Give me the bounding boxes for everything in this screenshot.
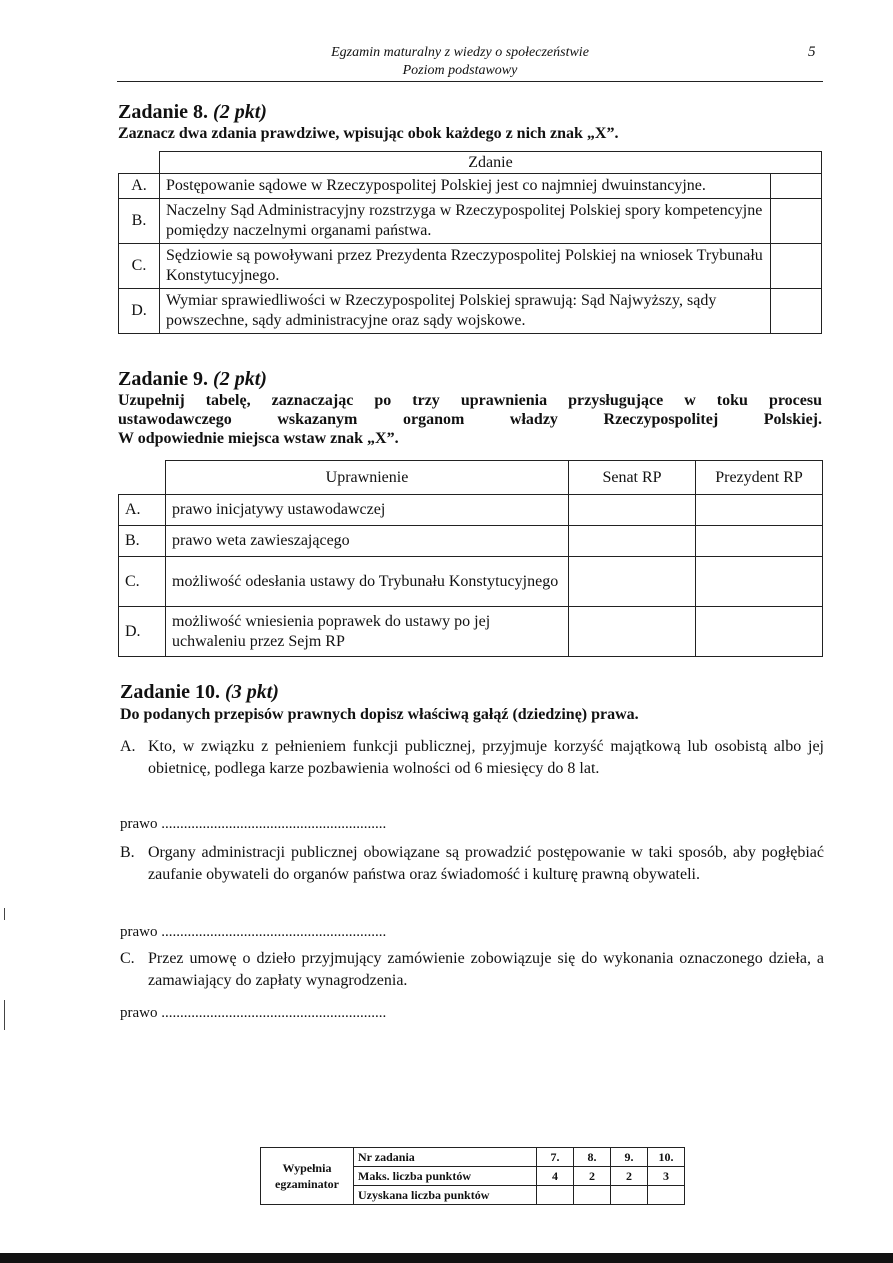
task9-col-uprawnienie: Uprawnienie xyxy=(166,461,569,495)
task9-senat-cell-c[interactable] xyxy=(569,557,696,607)
task9-row-letter: D. xyxy=(119,607,166,657)
task8-row-text: Sędziowie są powoływani przez Prezydenta Rzeczypospolitej Polskiej na wniosek Trybunału Konstytucyjnego. xyxy=(160,244,771,289)
score-table xyxy=(260,1147,685,1205)
task9-row-letter: B. xyxy=(119,526,166,557)
score-row-max-label: Maks. liczba punktów xyxy=(354,1167,537,1186)
task8-mark-cell-c[interactable] xyxy=(771,244,822,289)
task9-points: (2 pkt) xyxy=(213,368,267,390)
task9-table xyxy=(118,460,823,657)
task8-row xyxy=(119,289,822,334)
scan-margin-mark xyxy=(4,1000,5,1030)
task8-mark-cell-d[interactable] xyxy=(771,289,822,334)
task9-prezydent-cell-a[interactable] xyxy=(696,495,823,526)
task9-prezydent-cell-d[interactable] xyxy=(696,607,823,657)
task8-table xyxy=(118,151,822,334)
task8-instruction: Zaznacz dwa zdania prawdziwe, wpisując obok każdego z nich znak „X”. xyxy=(118,125,619,142)
task8-mark-cell-a[interactable] xyxy=(771,174,822,199)
score-max-points: 2 xyxy=(611,1167,648,1186)
task9-row-text: prawo weta zawieszającego xyxy=(166,526,569,557)
task9-title: Zadanie 9. xyxy=(118,368,209,390)
task9-instruction-line1: Uzupełnij tabelę, zaznaczając po trzy uprawnienia przysługujące w toku procesu xyxy=(118,392,822,409)
task10-item-letter: A. xyxy=(120,738,136,755)
task8-header: Zdanie xyxy=(160,152,822,174)
task10-item-b xyxy=(120,842,824,886)
score-max-points: 2 xyxy=(574,1167,611,1186)
task9-instruction-line3: W odpowiednie miejsca wstaw znak „X”. xyxy=(118,430,399,447)
score-row-task-label: Nr zadania xyxy=(354,1148,537,1167)
task10-item-letter: C. xyxy=(120,950,135,967)
task8-mark-cell-b[interactable] xyxy=(771,199,822,244)
score-got-cell[interactable] xyxy=(648,1186,685,1205)
task10-answer-a[interactable]: prawo ............................................................ xyxy=(120,816,387,832)
task8-row-text: Wymiar sprawiedliwości w Rzeczypospolitej Polskiej sprawują: Sąd Najwyższy, sądy powszechne, sądy administracyjne oraz sądy wojskowe. xyxy=(160,289,771,334)
score-task-number: 9. xyxy=(611,1148,648,1167)
task9-row xyxy=(119,495,823,526)
task9-prezydent-cell-b[interactable] xyxy=(696,526,823,557)
task8-header-row xyxy=(119,152,822,174)
task9-row xyxy=(119,607,823,657)
score-task-number: 10. xyxy=(648,1148,685,1167)
task10-item-text: Organy administracji publicznej obowiązane są prowadzić postępowanie w taki sposób, aby pogłębiać zaufanie obywateli do organów państwa oraz świadomość i kulturę prawną obywateli. xyxy=(148,844,824,883)
task8-title: Zadanie 8. xyxy=(118,101,209,123)
task9-row-letter: C. xyxy=(119,557,166,607)
score-row-task xyxy=(261,1148,685,1167)
task9-senat-cell-a[interactable] xyxy=(569,495,696,526)
task10-item-text: Przez umowę o dzieło przyjmujący zamówienie zobowiązuje się do wykonania oznaczonego dzieła, a zamawiający do zapłaty wynagrodzenia. xyxy=(148,950,824,989)
score-got-cell[interactable] xyxy=(611,1186,648,1205)
task9-senat-cell-b[interactable] xyxy=(569,526,696,557)
task9-row xyxy=(119,526,823,557)
score-label: Wypełnia egzaminator xyxy=(261,1148,354,1205)
task10-item-letter: B. xyxy=(120,844,135,861)
task10-instruction: Do podanych przepisów prawnych dopisz właściwą gałąź (dziedzinę) prawa. xyxy=(120,706,639,723)
task8-row-letter: D. xyxy=(119,289,160,334)
task9-header-row xyxy=(119,461,823,495)
scan-margin-mark xyxy=(4,908,5,920)
task10-item-c xyxy=(120,948,824,992)
page-number: 5 xyxy=(808,44,816,60)
task9-instruction-line2: ustawodawczego wskazanym organom władzy Rzeczypospolitej Polskiej. xyxy=(118,411,822,428)
task10-title: Zadanie 10. xyxy=(120,681,221,703)
task8-row-text: Naczelny Sąd Administracyjny rozstrzyga w Rzeczypospolitej Polskiej spory kompetencyjne pomiędzy naczelnymi organami państwa. xyxy=(160,199,771,244)
task8-row xyxy=(119,199,822,244)
task9-prezydent-cell-c[interactable] xyxy=(696,557,823,607)
task9-row-text: możliwość wniesienia poprawek do ustawy po jej uchwaleniu przez Sejm RP xyxy=(166,607,569,657)
task9-senat-cell-d[interactable] xyxy=(569,607,696,657)
score-max-points: 4 xyxy=(537,1167,574,1186)
task8-header-blank xyxy=(119,152,160,174)
task8-points: (2 pkt) xyxy=(213,101,267,123)
task10-heading xyxy=(120,681,279,704)
task9-header-blank xyxy=(119,461,166,495)
task10-item-a xyxy=(120,736,824,780)
score-got-cell[interactable] xyxy=(537,1186,574,1205)
task8-row xyxy=(119,244,822,289)
task9-heading xyxy=(118,368,267,391)
score-row-got-label: Uzyskana liczba punktów xyxy=(354,1186,537,1205)
task8-row-letter: B. xyxy=(119,199,160,244)
exam-level: Poziom podstawowy xyxy=(402,63,518,78)
task9-row-letter: A. xyxy=(119,495,166,526)
score-max-points: 3 xyxy=(648,1167,685,1186)
score-task-number: 8. xyxy=(574,1148,611,1167)
task9-row xyxy=(119,557,823,607)
task8-row xyxy=(119,174,822,199)
score-got-cell[interactable] xyxy=(574,1186,611,1205)
task9-row-text: możliwość odesłania ustawy do Trybunału Konstytucyjnego xyxy=(166,557,569,607)
task8-row-letter: A. xyxy=(119,174,160,199)
exam-title: Egzamin maturalny z wiedzy o społeczeństwie xyxy=(331,45,589,60)
task9-row-text: prawo inicjatywy ustawodawczej xyxy=(166,495,569,526)
task10-answer-c[interactable]: prawo ............................................................ xyxy=(120,1005,387,1021)
task9-col-prezydent: Prezydent RP xyxy=(696,461,823,495)
task8-row-text: Postępowanie sądowe w Rzeczypospolitej Polskiej jest co najmniej dwuinstancyjne. xyxy=(160,174,771,199)
task10-item-text: Kto, w związku z pełnieniem funkcji publicznej, przyjmuje korzyść majątkową lub osobistą albo jej obietnicę, podlega karze pozbawienia wolności od 6 miesięcy do 8 lat. xyxy=(148,738,824,777)
scan-bottom-edge xyxy=(0,1253,893,1263)
task8-row-letter: C. xyxy=(119,244,160,289)
task8-heading xyxy=(118,101,267,124)
header-rule xyxy=(117,81,823,82)
task10-answer-b[interactable]: prawo ............................................................ xyxy=(120,924,387,940)
score-task-number: 7. xyxy=(537,1148,574,1167)
task10-points: (3 pkt) xyxy=(225,681,279,703)
task9-col-senat: Senat RP xyxy=(569,461,696,495)
